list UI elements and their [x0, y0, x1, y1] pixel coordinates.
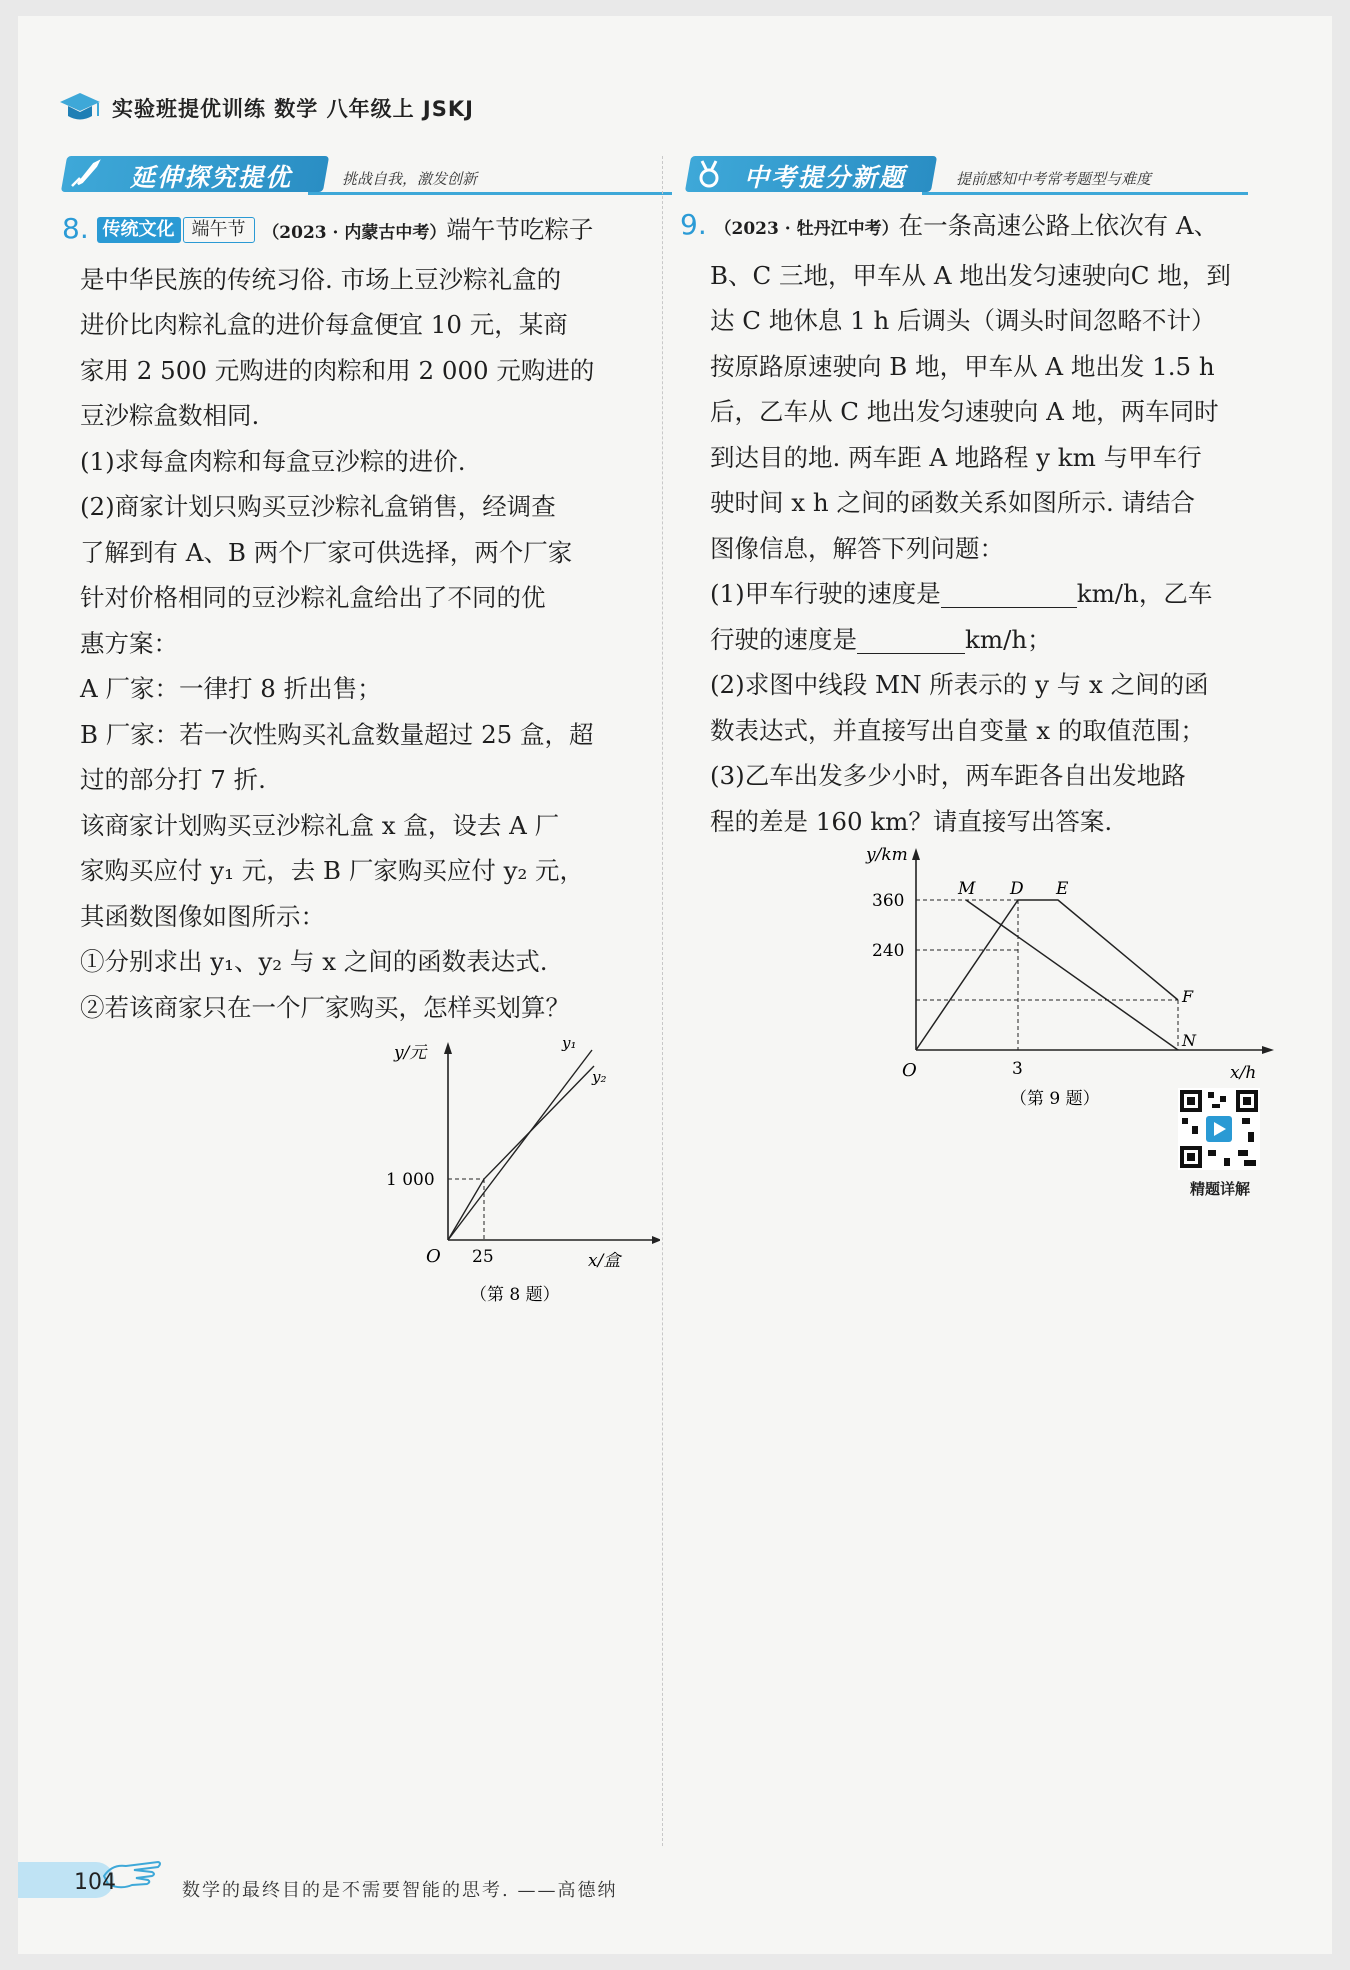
- q8-first-line: [62, 206, 650, 257]
- figure-9-graph: [860, 838, 1280, 1108]
- right-section-banner: [682, 156, 1252, 196]
- question-9: [680, 202, 1276, 844]
- line-y1-label: y₁: [562, 1034, 577, 1052]
- point-M-label: M: [958, 879, 976, 899]
- point-N-label: N: [1182, 1031, 1196, 1050]
- banner-rule: [308, 192, 672, 195]
- footer-quote: 数学的最终目的是不需要智能的思考. ——高德纳: [182, 1880, 618, 1901]
- q9-sub1-text: km/h，乙车: [1076, 579, 1213, 608]
- q8-line: 惠方案：: [80, 628, 178, 658]
- q9-sub1-text: (1)甲车行驶的速度是: [710, 579, 941, 608]
- line-y2: [448, 1066, 594, 1240]
- line-y1: [448, 1050, 592, 1240]
- point-D-label: D: [1010, 879, 1024, 899]
- figure-8-graph: [380, 1030, 660, 1310]
- qr-label: 精题详解: [1189, 1180, 1250, 1198]
- book-title: 实验班提优训练 数学 八年级上 JSKJ: [112, 97, 474, 121]
- question-8: [62, 206, 650, 1030]
- figure-caption: （第 8 题）: [470, 1285, 560, 1305]
- q8-line: B 厂家：若一次性购买礼盒数量超过 25 盒，超: [80, 719, 594, 749]
- left-banner-subtitle: 挑战自我，激发创新: [342, 170, 478, 188]
- q8-tag-culture: 传统文化: [97, 217, 181, 243]
- y-axis-arrow: [444, 1042, 452, 1054]
- banner-rule: [922, 192, 1248, 195]
- rocket-icon: [68, 158, 102, 190]
- graduation-cap-icon: [58, 90, 102, 126]
- q9-sub1-line: [710, 571, 1276, 617]
- right-banner-title: 中考提分新题: [744, 163, 907, 192]
- q9-line: (3)乙车出发多少小时，两车距各自出发地路: [710, 761, 1186, 790]
- q9-line: 按原路原速驶向 B 地，甲车从 A 地出发 1.5 h: [710, 351, 1215, 381]
- q9-first-line: [680, 202, 1276, 253]
- left-section-banner: [58, 156, 618, 196]
- figure-caption: （第 9 题）: [1010, 1089, 1100, 1108]
- x-axis-arrow: [1262, 1046, 1274, 1054]
- q9-sub1-text: km/h；: [965, 624, 1052, 654]
- q8-line: 针对价格相同的豆沙粽礼盒给出了不同的优: [80, 583, 546, 612]
- q9-sub1-line: [710, 617, 1276, 663]
- q8-line: 家购买应付 y₁ 元，去 B 厂家购买应付 y₂ 元，: [80, 856, 585, 885]
- q9-line: 程的差是 160 km？请直接写出答案.: [710, 806, 1113, 836]
- q9-sub1-text: 行驶的速度是: [710, 624, 857, 654]
- q8-line: 端午节吃粽子: [446, 215, 594, 244]
- y-axis-label: y/km: [866, 845, 908, 865]
- y-tick-240: 240: [872, 941, 905, 961]
- q8-line: ②若该商家只在一个厂家购买，怎样买划算？: [80, 992, 570, 1022]
- q9-line: 图像信息，解答下列问题：: [710, 533, 1004, 563]
- figure-9: [860, 838, 1280, 1112]
- column-divider: [662, 156, 663, 1846]
- q8-source: （2023 · 内蒙古中考）: [262, 223, 447, 243]
- point-F-label: F: [1182, 987, 1194, 1006]
- line-y2-label: y₂: [592, 1068, 607, 1086]
- q8-line: 过的部分打 7 折.: [80, 765, 266, 794]
- y-axis-label: y/元: [394, 1043, 427, 1063]
- q8-line: 家用 2 500 元购进的肉粽和用 2 000 元购进的: [80, 355, 595, 385]
- q8-line: (2)商家计划只购买豆沙粽礼盒销售，经调查: [80, 492, 556, 521]
- q8-line: ①分别求出 y₁、y₂ 与 x 之间的函数表达式.: [80, 947, 548, 976]
- q9-line: B、C 三地，甲车从 A 地出发匀速驶向C 地，到: [710, 260, 1231, 290]
- segment-MN: [966, 900, 1178, 1050]
- x-axis-label: x/盒: [588, 1251, 621, 1271]
- y-tick-360: 360: [872, 891, 905, 911]
- x-axis-label: x/h: [1230, 1063, 1257, 1083]
- left-banner-title: 延伸探究提优: [130, 163, 293, 192]
- book-header: [58, 88, 474, 128]
- origin-label: O: [426, 1246, 441, 1267]
- q8-line: 进价比肉粽礼盒的进价每盒便宜 10 元，某商: [80, 310, 568, 339]
- qr-code-icon[interactable]: [1178, 1088, 1260, 1170]
- q8-line: 豆沙粽盒数相同.: [80, 401, 260, 430]
- q8-line: A 厂家：一律打 8 折出售；: [80, 674, 382, 703]
- answer-blank-1[interactable]: [941, 575, 1077, 608]
- y-tick-label: 1 000: [386, 1170, 435, 1190]
- point-E-label: E: [1056, 879, 1069, 899]
- page-number: 104: [74, 1870, 116, 1895]
- q8-line: 其函数图像如图所示：: [80, 901, 325, 931]
- q8-tag-festival: 端午节: [183, 217, 255, 243]
- q8-line: 了解到有 A、B 两个厂家可供选择，两个厂家: [80, 537, 573, 567]
- q8-line: 是中华民族的传统习俗. 市场上豆沙粽礼盒的: [80, 264, 562, 294]
- q9-line: 后，乙车从 C 地出发匀速驶向 A 地，两车同时: [710, 397, 1219, 426]
- q9-source: （2023 · 牡丹江中考）: [714, 219, 899, 239]
- x-axis-arrow: [652, 1236, 660, 1244]
- q8-line: 该商家计划购买豆沙粽礼盒 x 盒，设去 A 厂: [80, 810, 560, 840]
- q8-number: 8.: [62, 212, 89, 245]
- x-tick-3: 3: [1012, 1059, 1023, 1079]
- q9-line: 达 C 地休息 1 h 后调头（调头时间忽略不计）: [710, 306, 1216, 335]
- q9-line: 到达目的地. 两车距 A 地路程 y km 与甲车行: [710, 442, 1202, 472]
- x-tick-label: 25: [472, 1247, 494, 1267]
- origin-label: O: [902, 1060, 917, 1081]
- answer-blank-2[interactable]: [857, 621, 965, 654]
- q9-line: 数表达式，并直接写出自变量 x 的取值范围；: [710, 715, 1205, 745]
- q8-line: (1)求每盒肉粽和每盒豆沙粽的进价.: [80, 446, 466, 476]
- figure-8: [380, 1030, 660, 1314]
- y-axis-arrow: [912, 848, 920, 860]
- right-banner-subtitle: 提前感知中考常考题型与难度: [956, 170, 1152, 188]
- q9-line: 在一条高速公路上依次有 A、: [898, 211, 1219, 240]
- medal-icon: [694, 159, 724, 189]
- q9-number: 9.: [680, 208, 707, 241]
- q9-line: (2)求图中线段 MN 所表示的 y 与 x 之间的函: [710, 670, 1209, 699]
- car-jia-path: [916, 900, 1178, 1050]
- q9-line: 驶时间 x h 之间的函数关系如图所示. 请结合: [710, 488, 1196, 517]
